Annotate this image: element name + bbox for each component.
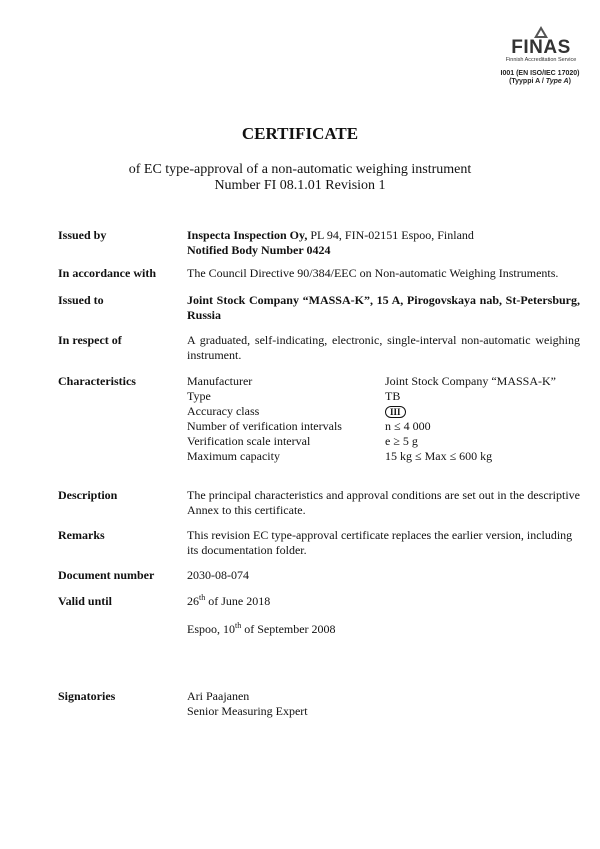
signatory-name: Ari Paajanen [187, 689, 250, 703]
remarks-value: This revision EC type-approval certificate replaces the earlier version, including its documentation folder. [187, 528, 573, 557]
issuer-org: Inspecta Inspection Oy, [187, 228, 308, 242]
signatories-value [187, 689, 580, 719]
char-row-accuracy-class: Accuracy class III [187, 404, 587, 419]
issuer-address: PL 94, FIN-02151 Espoo, Finland [307, 228, 474, 242]
accordance-value: The Council Directive 90/384/EEC on Non-automatic Weighing Instruments. [187, 266, 559, 280]
issued-to-value: Joint Stock Company “MASSA-K”, 15 A, Pirogovskaya nab, St-Petersburg, Russia [187, 293, 580, 322]
accuracy-class-badge: III [385, 406, 406, 418]
issued-by-label: Issued by [58, 228, 107, 242]
accreditation-info [490, 70, 590, 86]
certificate-title: CERTIFICATE [241, 124, 359, 143]
signatory-title: Senior Measuring Expert [187, 704, 308, 718]
char-row-manufacturer: Manufacturer Joint Stock Company “MASSA-K” [187, 374, 556, 388]
subtitle-line1: of EC type-approval of a non-automatic weighing instrument [128, 162, 472, 177]
char-row-type: Type TB [187, 389, 401, 403]
finas-logo [496, 26, 586, 64]
place-date: Espoo, 10th of September 2008 [187, 621, 336, 636]
subtitle-line2: Number FI 08.1.01 Revision 1 [214, 178, 386, 193]
issued-to-label: Issued to [58, 293, 104, 307]
accordance-label: In accordance with [58, 266, 156, 280]
document-number-value: 2030-08-074 [187, 568, 249, 582]
accreditation-line1: I001 (EN ISO/IEC 17020) [500, 70, 580, 77]
characteristics-table [187, 374, 587, 464]
char-row-max-capacity: Maximum capacity 15 kg ≤ Max ≤ 600 kg [187, 449, 493, 463]
char-row-verification-intervals: Number of verification intervals n ≤ 4 000 [187, 419, 431, 433]
signatories-label: Signatories [58, 689, 116, 703]
characteristics-label: Characteristics [58, 374, 136, 388]
notified-body: Notified Body Number 0424 [187, 243, 331, 257]
description-value: The principal characteristics and approval conditions are set out in the descriptive Annex to this certificate. [187, 488, 580, 517]
char-row-scale-interval: Verification scale interval e ≥ 5 g [187, 434, 418, 448]
document-number-label: Document number [58, 568, 155, 582]
respect-label: In respect of [58, 333, 122, 347]
description-label: Description [58, 488, 118, 502]
issued-by-value [187, 228, 580, 258]
valid-until-label: Valid until [58, 594, 112, 608]
valid-until-value: 26th of June 2018 [187, 593, 271, 608]
certificate-subtitle [0, 162, 600, 194]
finas-subtitle: Finnish Accreditation Service [505, 57, 577, 63]
respect-value: A graduated, self-indicating, electronic, single-interval non-automatic weighing instrument. [187, 333, 580, 362]
accreditation-line2: (Tyyppi A / Type A) [509, 78, 571, 85]
remarks-label: Remarks [58, 528, 105, 542]
finas-brand: FINAS [511, 37, 571, 58]
